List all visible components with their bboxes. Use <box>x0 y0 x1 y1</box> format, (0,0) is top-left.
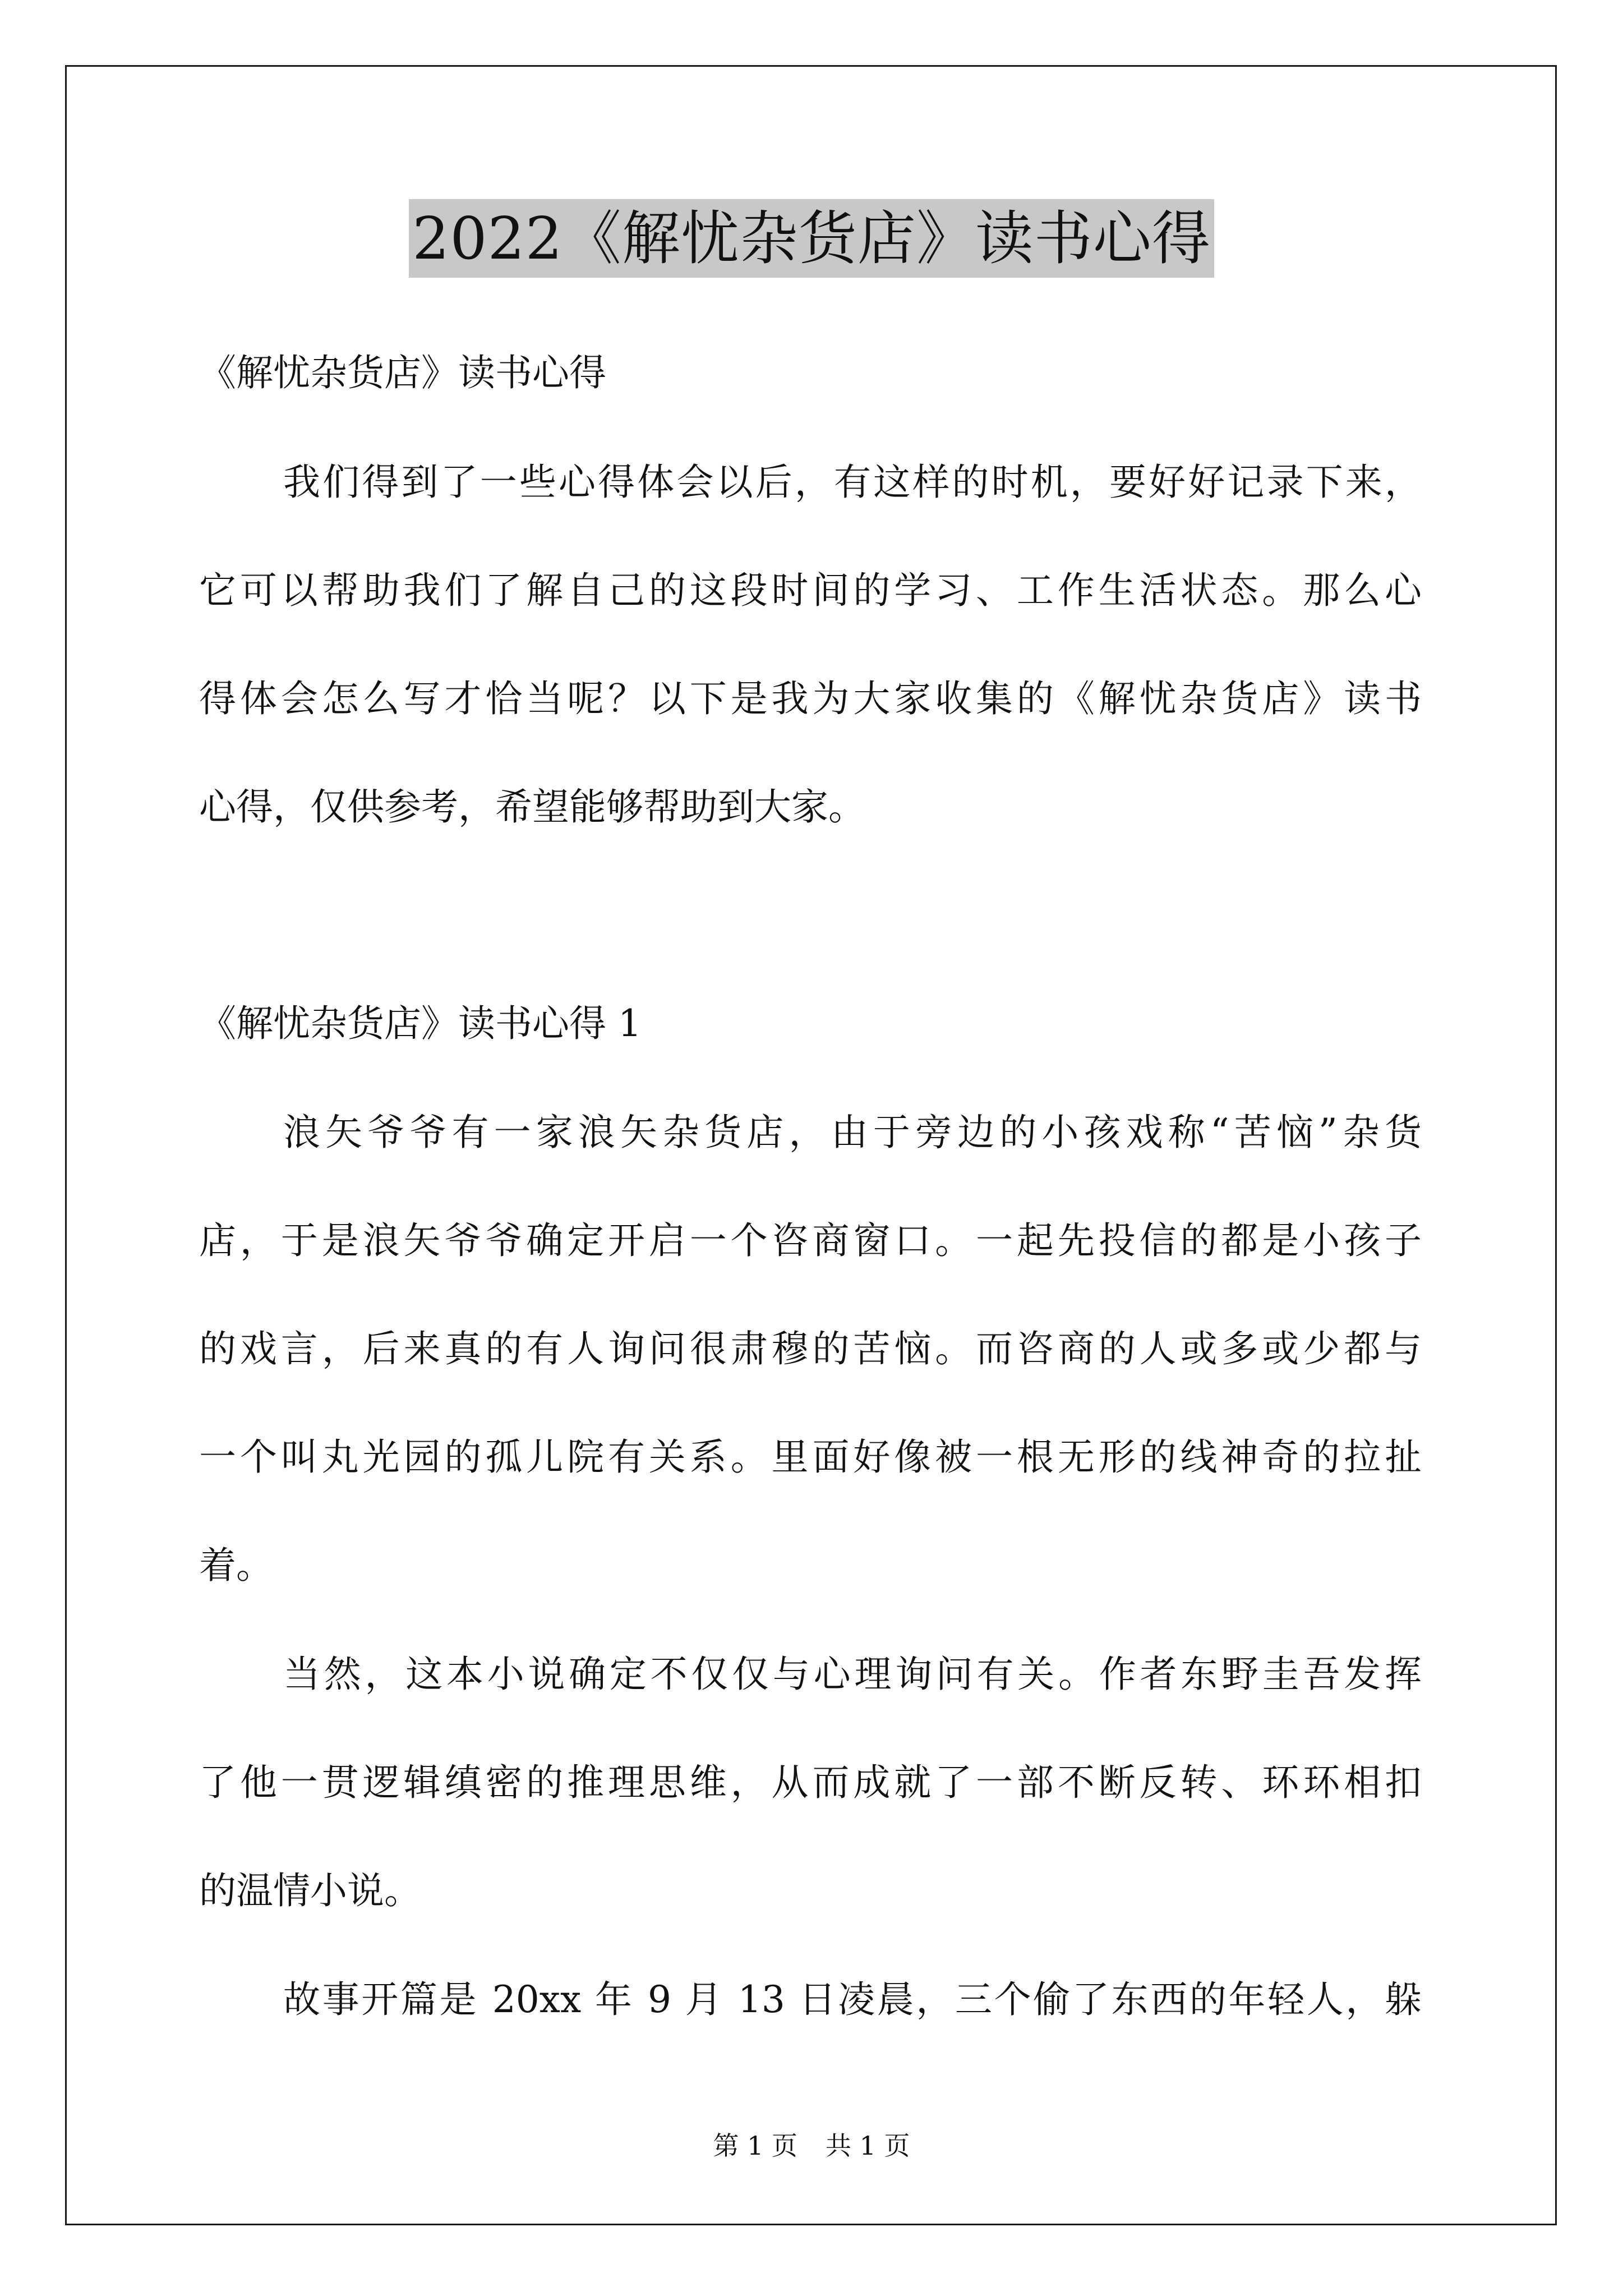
body-line: 店，于是浪矢爷爷确定开启一个咨商窗口。一起先投信的都是小孩子 <box>199 1219 1422 1262</box>
intro-line: 我们得到了一些心得体会以后，有这样的时机，要好好记录下来， <box>283 461 1422 504</box>
subtitle: 《解忧杂货店》读书心得 <box>199 351 606 394</box>
document-title: 2022《解忧杂货店》读书心得 <box>409 199 1214 278</box>
body-line: 故事开篇是 20xx 年 9 月 13 日凌晨，三个偷了东西的年轻人，躲 <box>283 1978 1422 2021</box>
body-line: 着。 <box>199 1544 273 1587</box>
body-line: 一个叫丸光园的孤儿院有关系。里面好像被一根无形的线神奇的拉扯 <box>199 1435 1422 1479</box>
body-line: 的温情小说。 <box>199 1869 421 1912</box>
title-container <box>0 199 1623 278</box>
page-footer <box>0 2129 1623 2162</box>
section-heading: 《解忧杂货店》读书心得 1 <box>199 1002 642 1045</box>
intro-line: 得体会怎么写才恰当呢？以下是我为大家收集的《解忧杂货店》读书 <box>199 677 1422 720</box>
intro-line: 心得，仅供参考，希望能够帮助到大家。 <box>199 785 865 829</box>
body-line: 浪矢爷爷有一家浪矢杂货店，由于旁边的小孩戏称“苦恼”杂货 <box>283 1111 1422 1154</box>
page-total: 共 1 页 <box>826 2131 910 2161</box>
body-line: 当然，这本小说确定不仅仅与心理询问有关。作者东野圭吾发挥 <box>283 1653 1422 1696</box>
body-line: 的戏言，后来真的有人询问很肃穆的苦恼。而咨商的人或多或少都与 <box>199 1327 1422 1370</box>
page-number: 第 1 页 <box>713 2131 797 2161</box>
body-line: 了他一贯逻辑缜密的推理思维，从而成就了一部不断反转、环环相扣 <box>199 1761 1422 1804</box>
intro-line: 它可以帮助我们了解自己的这段时间的学习、工作生活状态。那么心 <box>199 569 1422 612</box>
